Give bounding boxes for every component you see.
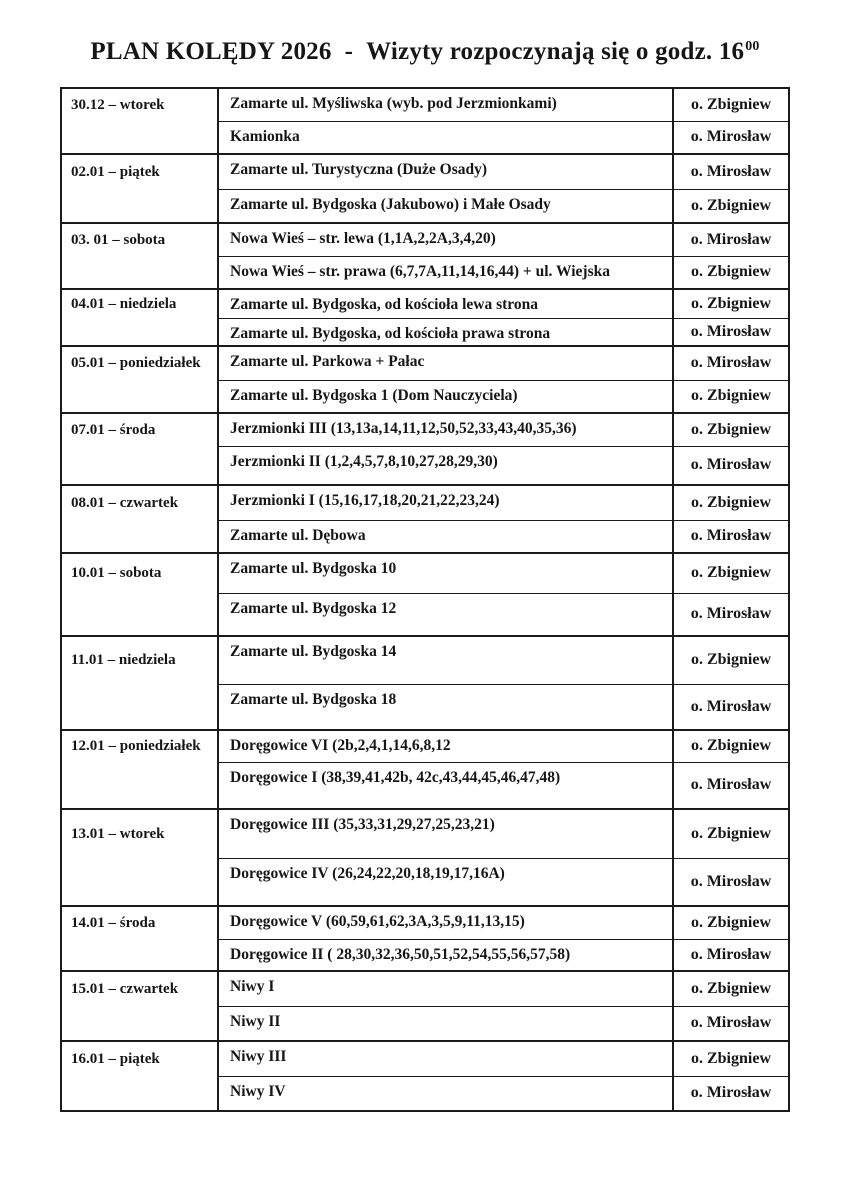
date-cell: 05.01 – poniedziałek [61,346,218,413]
priest-cell: o. Mirosław [673,593,789,636]
location-cell: Doręgowice I (38,39,41,42b, 42c,43,44,45,46,47,48) [218,762,673,809]
priest-cell: o. Mirosław [673,762,789,809]
schedule-table-body [61,88,789,1111]
schedule-group-row-1 [61,906,789,939]
location-cell: Jerzmionki II (1,2,4,5,7,8,10,27,28,29,30) [218,446,673,485]
title-visits-text: Wizyty rozpoczynają się o godz. 16 [366,38,745,65]
priest-cell: o. Mirosław [673,154,789,189]
priest-cell: o. Mirosław [673,858,789,906]
location-cell: Zamarte ul. Parkowa + Pałac [218,346,673,380]
location-cell: Jerzmionki I (15,16,17,18,20,21,22,23,24) [218,485,673,520]
location-cell: Doręgowice II ( 28,30,32,36,50,51,52,54,55,56,57,58) [218,939,673,971]
priest-cell: o. Mirosław [673,1006,789,1041]
date-cell: 16.01 – piątek [61,1041,218,1111]
location-cell: Doręgowice III (35,33,31,29,27,25,23,21) [218,809,673,858]
date-cell: 10.01 – sobota [61,553,218,636]
schedule-group-row-1 [61,485,789,520]
location-cell: Zamarte ul. Myśliwska (wyb. pod Jerzmionkami) [218,88,673,121]
priest-cell: o. Zbigniew [673,88,789,121]
priest-cell: o. Mirosław [673,939,789,971]
schedule-group-row-1 [61,1041,789,1076]
location-cell: Doręgowice IV (26,24,22,20,18,19,17,16A) [218,858,673,906]
schedule-group-row-1 [61,346,789,380]
priest-cell: o. Mirosław [673,223,789,256]
date-cell: 12.01 – poniedziałek [61,730,218,809]
schedule-group-row-1 [61,730,789,762]
priest-cell: o. Mirosław [673,1076,789,1111]
priest-cell: o. Zbigniew [673,380,789,413]
page-title [60,38,790,66]
priest-cell: o. Zbigniew [673,289,789,318]
schedule-group-row-1 [61,636,789,684]
location-cell: Zamarte ul. Bydgoska 12 [218,593,673,636]
schedule-group-row-1 [61,88,789,121]
title-hour-superscript: 00 [745,38,760,54]
priest-cell: o. Zbigniew [673,553,789,593]
location-cell: Niwy IV [218,1076,673,1111]
priest-cell: o. Zbigniew [673,256,789,289]
priest-cell: o. Zbigniew [673,971,789,1006]
priest-cell: o. Mirosław [673,684,789,730]
title-separator: - [344,38,354,65]
date-cell: 08.01 – czwartek [61,485,218,553]
priest-cell: o. Zbigniew [673,906,789,939]
priest-cell: o. Zbigniew [673,485,789,520]
location-cell: Niwy III [218,1041,673,1076]
priest-cell: o. Zbigniew [673,636,789,684]
date-cell: 15.01 – czwartek [61,971,218,1041]
location-cell: Doręgowice VI (2b,2,4,1,14,6,8,12 [218,730,673,762]
location-cell: Kamionka [218,121,673,154]
priest-cell: o. Mirosław [673,121,789,154]
location-cell: Zamarte ul. Turystyczna (Duże Osady) [218,154,673,189]
location-cell: Nowa Wieś – str. lewa (1,1A,2,2A,3,4,20) [218,223,673,256]
location-cell: Zamarte ul. Dębowa [218,520,673,553]
priest-cell: o. Zbigniew [673,413,789,446]
location-cell: Jerzmionki III (13,13a,14,11,12,50,52,33,43,40,35,36) [218,413,673,446]
location-cell: Doręgowice V (60,59,61,62,3A,3,5,9,11,13,15) [218,906,673,939]
priest-cell: o. Zbigniew [673,809,789,858]
location-cell: Zamarte ul. Bydgoska 10 [218,553,673,593]
date-cell: 04.01 – niedziela [61,289,218,346]
schedule-group-row-1 [61,154,789,189]
priest-cell: o. Zbigniew [673,189,789,223]
location-cell: Zamarte ul. Bydgoska 18 [218,684,673,730]
schedule-group-row-1 [61,413,789,446]
priest-cell: o. Mirosław [673,346,789,380]
date-cell: 02.01 – piątek [61,154,218,223]
location-cell: Zamarte ul. Bydgoska 14 [218,636,673,684]
schedule-group-row-1 [61,809,789,858]
priest-cell: o. Zbigniew [673,730,789,762]
date-cell: 30.12 – wtorek [61,88,218,154]
date-cell: 07.01 – środa [61,413,218,485]
koleda-schedule-table [60,87,790,1112]
schedule-group-row-1 [61,971,789,1006]
schedule-group-row-1 [61,553,789,593]
title-plan-text: PLAN KOLĘDY 2026 [90,38,332,65]
priest-cell: o. Zbigniew [673,1041,789,1076]
date-cell: 14.01 – środa [61,906,218,971]
location-cell: Zamarte ul. Bydgoska 1 (Dom Nauczyciela) [218,380,673,413]
location-cell: Zamarte ul. Bydgoska, od kościoła lewa strona [218,289,673,318]
date-cell: 13.01 – wtorek [61,809,218,906]
date-cell: 03. 01 – sobota [61,223,218,289]
date-cell: 11.01 – niedziela [61,636,218,730]
location-cell: Zamarte ul. Bydgoska (Jakubowo) i Małe Osady [218,189,673,223]
priest-cell: o. Mirosław [673,446,789,485]
priest-cell: o. Mirosław [673,520,789,553]
schedule-group-row-1 [61,223,789,256]
priest-cell: o. Mirosław [673,318,789,346]
location-cell: Niwy I [218,971,673,1006]
location-cell: Zamarte ul. Bydgoska, od kościoła prawa strona [218,318,673,346]
location-cell: Nowa Wieś – str. prawa (6,7,7A,11,14,16,44) + ul. Wiejska [218,256,673,289]
location-cell: Niwy II [218,1006,673,1041]
schedule-group-row-1 [61,289,789,318]
